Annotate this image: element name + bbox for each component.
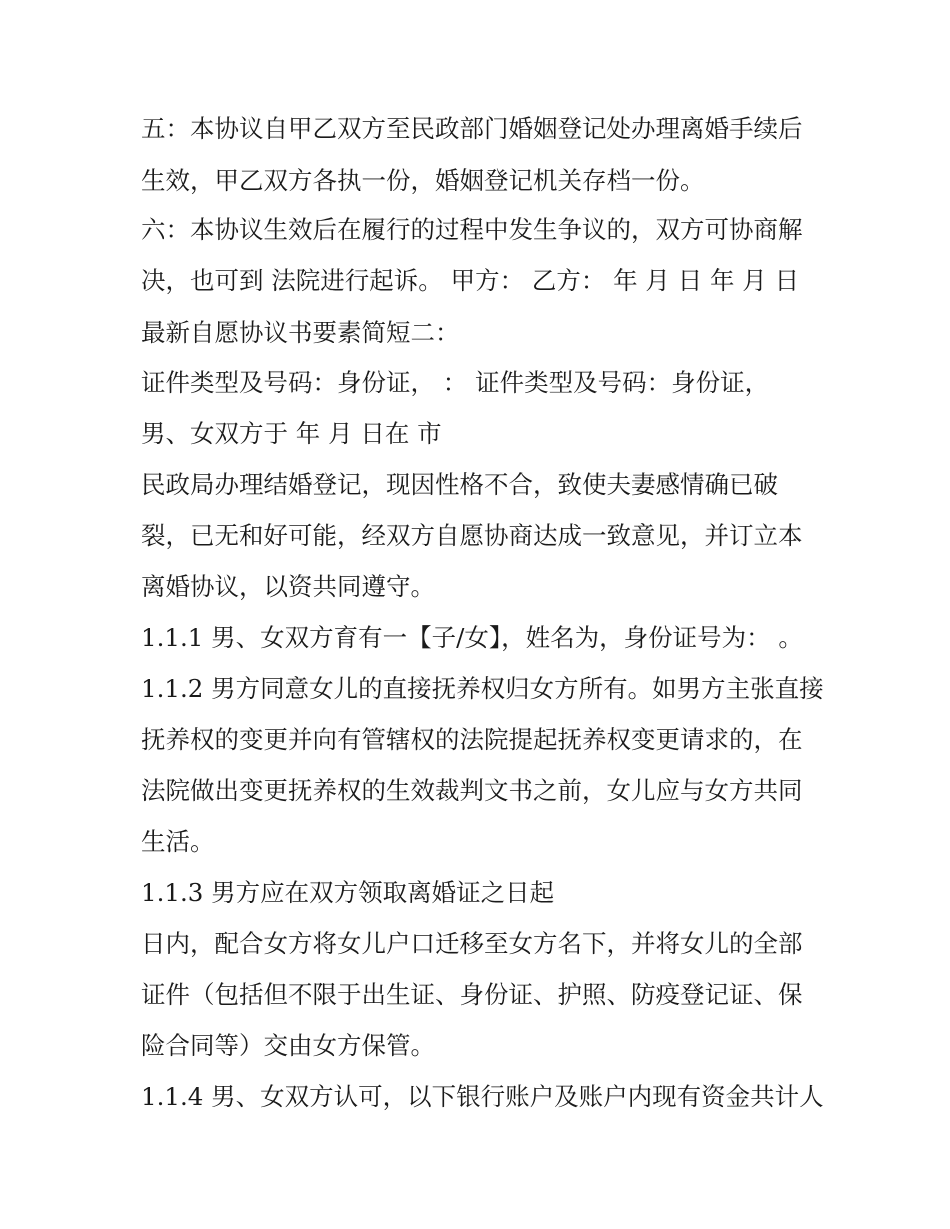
text-line: 男、女双方于 年 月 日在 市 (141, 419, 442, 448)
text-line: 法院做出变更抚养权的生效裁判文书之前，女儿应与女方共同 (141, 776, 803, 805)
clause-line: 1.1.2 男方同意女儿的直接抚养权归女方所有。如男方主张直接 (141, 674, 824, 703)
text-line: 离婚协议，以资共同遵守。 (141, 572, 435, 601)
clause-line: 1.1.1 男、女双方育有一【子/女】，姓名为，身份证号为： 。 (141, 623, 803, 652)
text-line: 证件类型及号码：身份证， ： 证件类型及号码：身份证， (141, 368, 770, 397)
text-line: 生活。 (141, 827, 215, 856)
text-line: 证件（包括但不限于出生证、身份证、护照、防疫登记证、保 (141, 980, 803, 1009)
text-line: 五：本协议自甲乙双方至民政部门婚姻登记处办理离婚手续后 (141, 114, 803, 143)
clause-line: 1.1.4 男、女双方认可，以下银行账户及账户内现有资金共计人 (141, 1082, 824, 1111)
text-line: 险合同等）交由女方保管。 (141, 1031, 435, 1060)
text-line: 裂，已无和好可能，经双方自愿协商达成一致意见，并订立本 (141, 521, 803, 550)
text-line: 决，也可到 法院进行起诉。 甲方： 乙方： 年 月 日 年 月 日 (141, 266, 800, 295)
text-line: 日内，配合女方将女儿户口迁移至女方名下，并将女儿的全部 (141, 929, 803, 958)
clause-line: 1.1.3 男方应在双方领取离婚证之日起 (141, 878, 555, 907)
section-heading: 最新自愿协议书要素简短二： (141, 318, 460, 347)
text-line: 抚养权的变更并向有管辖权的法院提起抚养权变更请求的，在 (141, 725, 803, 754)
text-line: 六：本协议生效后在履行的过程中发生争议的，双方可协商解 (141, 215, 803, 244)
text-line: 民政局办理结婚登记，现因性格不合，致使夫妻感情确已破 (141, 470, 778, 499)
text-line: 生效，甲乙双方各执一份，婚姻登记机关存档一份。 (141, 166, 705, 195)
